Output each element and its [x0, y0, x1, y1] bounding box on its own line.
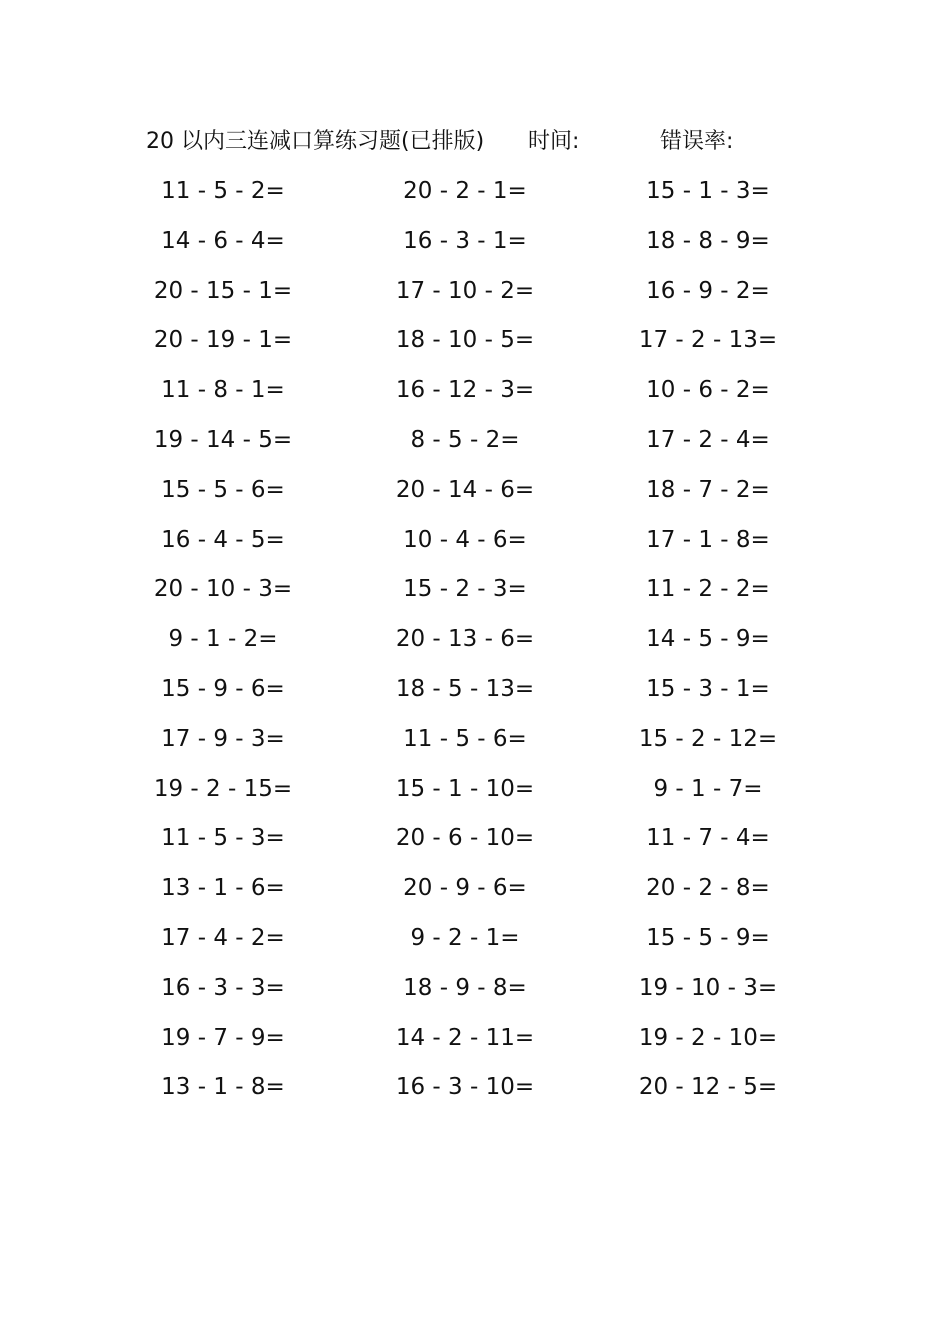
problem-item: 20 - 2 - 1=	[403, 178, 527, 204]
problem-item: 20 - 10 - 3=	[153, 576, 293, 603]
problem-item: 16 - 3 - 3=	[161, 974, 285, 1001]
problem-item: 18 - 8 - 9=	[646, 227, 770, 254]
problem-item: 17 - 4 - 2=	[161, 924, 285, 951]
problem-item: 20 - 12 - 5=	[638, 1074, 778, 1101]
problem-row	[0, 171, 950, 221]
problem-item: 16 - 12 - 3=	[395, 377, 535, 404]
problem-item: 15 - 2 - 12=	[638, 725, 778, 752]
problem-row	[0, 968, 950, 1018]
problem-item: 14 - 5 - 9=	[646, 626, 770, 653]
problem-item: 17 - 2 - 13=	[638, 327, 778, 354]
problem-item: 11 - 5 - 3=	[161, 825, 285, 852]
problem-item: 11 - 8 - 1=	[161, 377, 285, 404]
problem-row	[0, 669, 950, 719]
problem-row	[0, 320, 950, 370]
problem-item: 16 - 3 - 10=	[395, 1074, 535, 1101]
problem-item: 19 - 10 - 3=	[638, 974, 778, 1001]
problem-item: 19 - 14 - 5=	[153, 426, 293, 453]
problem-row	[0, 470, 950, 520]
worksheet-title: 20 以内三连减口算练习题(已排版)	[146, 129, 485, 154]
problem-item: 17 - 2 - 4=	[646, 426, 770, 453]
problem-row	[0, 569, 950, 619]
problem-item: 10 - 4 - 6=	[403, 526, 527, 553]
problem-row	[0, 719, 950, 769]
problem-item: 10 - 6 - 2=	[646, 377, 770, 404]
problem-row	[0, 818, 950, 868]
problem-item: 15 - 9 - 6=	[161, 675, 285, 702]
problem-item: 15 - 1 - 10=	[395, 775, 535, 802]
problem-grid	[0, 171, 950, 1117]
problem-item: 20 - 15 - 1=	[153, 277, 293, 304]
problem-item: 15 - 5 - 9=	[646, 924, 770, 951]
problem-item: 8 - 5 - 2=	[410, 426, 520, 453]
problem-row	[0, 769, 950, 819]
problem-item: 20 - 13 - 6=	[395, 626, 535, 653]
problem-item: 11 - 2 - 2=	[646, 576, 770, 603]
problem-item: 20 - 19 - 1=	[153, 327, 293, 354]
problem-item: 11 - 7 - 4=	[646, 825, 770, 852]
problem-row	[0, 420, 950, 470]
problem-item: 13 - 1 - 6=	[161, 875, 285, 902]
problem-row	[0, 271, 950, 321]
problem-row	[0, 520, 950, 570]
problem-row	[0, 1018, 950, 1068]
problem-item: 18 - 7 - 2=	[646, 476, 770, 503]
problem-item: 15 - 3 - 1=	[646, 675, 770, 702]
problem-item: 11 - 5 - 6=	[403, 725, 527, 752]
problem-item: 15 - 1 - 3=	[646, 178, 770, 204]
problem-row	[0, 918, 950, 968]
problem-item: 9 - 1 - 2=	[168, 626, 278, 653]
problem-item: 19 - 2 - 15=	[153, 775, 293, 802]
problem-item: 15 - 2 - 3=	[403, 576, 527, 603]
problem-item: 20 - 14 - 6=	[395, 476, 535, 503]
problem-item: 19 - 2 - 10=	[638, 1024, 778, 1051]
problem-item: 15 - 5 - 6=	[161, 476, 285, 503]
problem-item: 16 - 9 - 2=	[646, 277, 770, 304]
problem-item: 11 - 5 - 2=	[161, 178, 285, 204]
problem-row	[0, 619, 950, 669]
problem-item: 17 - 1 - 8=	[646, 526, 770, 553]
problem-item: 18 - 5 - 13=	[395, 675, 535, 702]
problem-item: 13 - 1 - 8=	[161, 1074, 285, 1101]
problem-item: 16 - 4 - 5=	[161, 526, 285, 553]
problem-item: 14 - 2 - 11=	[395, 1024, 535, 1051]
problem-item: 16 - 3 - 1=	[403, 227, 527, 254]
error-rate-label: 错误率:	[660, 129, 734, 154]
problem-item: 18 - 9 - 8=	[403, 974, 527, 1001]
problem-row	[0, 868, 950, 918]
time-label: 时间:	[528, 129, 580, 154]
problem-row	[0, 1067, 950, 1117]
problem-item: 20 - 6 - 10=	[395, 825, 535, 852]
problem-row	[0, 370, 950, 420]
problem-item: 18 - 10 - 5=	[395, 327, 535, 354]
problem-item: 17 - 10 - 2=	[395, 277, 535, 304]
problem-item: 17 - 9 - 3=	[161, 725, 285, 752]
problem-item: 14 - 6 - 4=	[161, 227, 285, 254]
problem-item: 20 - 9 - 6=	[403, 875, 527, 902]
problem-item: 9 - 1 - 7=	[653, 775, 763, 802]
problem-item: 20 - 2 - 8=	[646, 875, 770, 902]
problem-item: 9 - 2 - 1=	[410, 924, 520, 951]
problem-item: 19 - 7 - 9=	[161, 1024, 285, 1051]
problem-row	[0, 221, 950, 271]
